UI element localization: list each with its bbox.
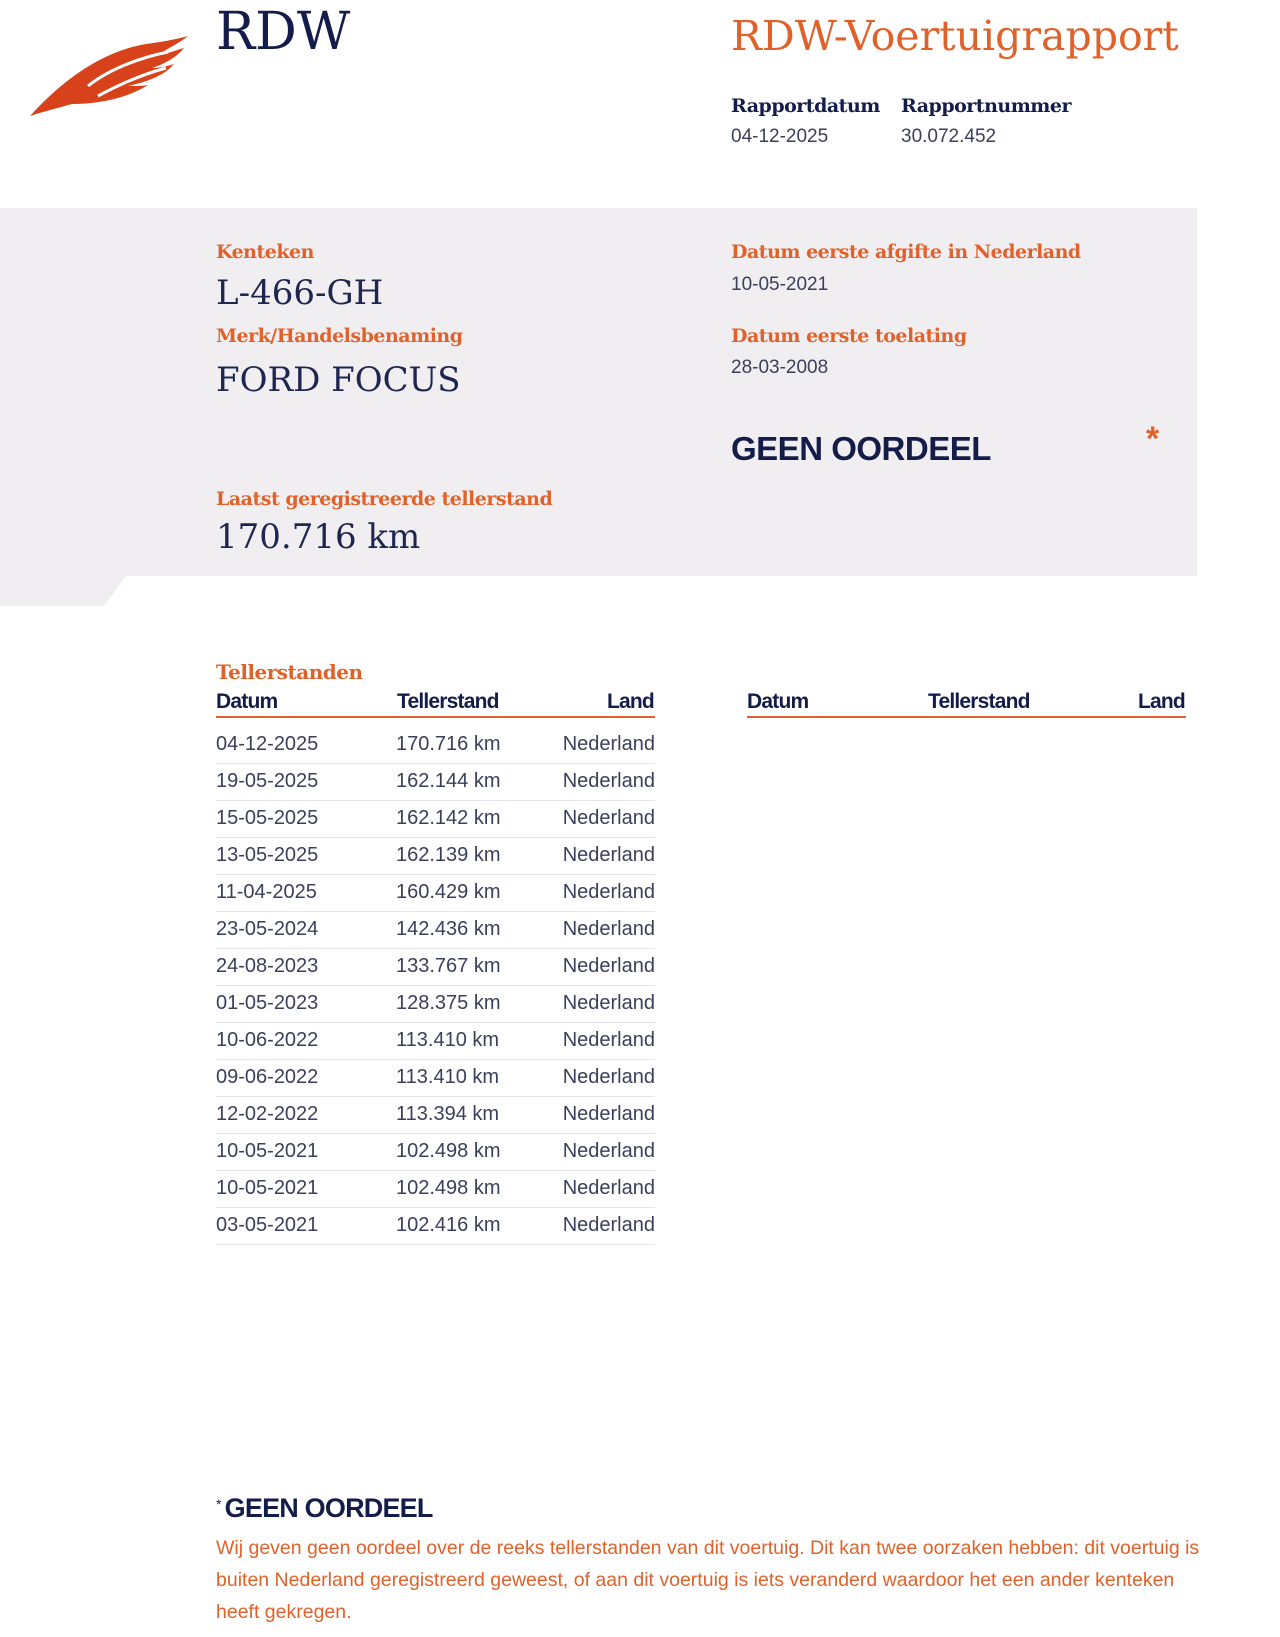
row-km: 142.436 km bbox=[396, 918, 501, 940]
row-land: Nederland bbox=[562, 881, 655, 903]
table-row bbox=[216, 1022, 655, 1060]
odometer-value: 170.716 km bbox=[216, 517, 421, 557]
col-header-date: Datum bbox=[216, 690, 278, 713]
rdw-logo-icon bbox=[28, 30, 193, 120]
vehicle-summary-panel bbox=[0, 208, 1197, 576]
row-date: 10-05-2021 bbox=[216, 1140, 319, 1162]
footnote-title-text: GEEN OORDEEL bbox=[224, 1493, 433, 1523]
row-km: 113.410 km bbox=[396, 1029, 500, 1051]
footnote-text: Wij geven geen oordeel over de reeks tellerstanden van dit voertuig. Dit kan twee oorzaken hebben: dit voertuig is buiten Nederland geregistreerd geweest, of aan dit voertuig is iets veranderd waardoor het een ander kenteken heeft gekregen. bbox=[216, 1537, 1200, 1623]
row-km: 170.716 km bbox=[396, 733, 501, 755]
row-km: 128.375 km bbox=[396, 992, 501, 1014]
row-date: 23-05-2024 bbox=[216, 918, 319, 940]
row-date: 03-05-2021 bbox=[216, 1214, 319, 1236]
report-number-label: Rapportnummer bbox=[901, 95, 1072, 117]
make-value: FORD FOCUS bbox=[216, 360, 461, 400]
row-land: Nederland bbox=[562, 844, 655, 866]
col-header-land-right: Land bbox=[1138, 690, 1185, 713]
row-land: Nederland bbox=[562, 1214, 655, 1236]
row-land: Nederland bbox=[562, 733, 655, 755]
col-header-land: Land bbox=[607, 690, 654, 713]
row-date: 11-04-2025 bbox=[216, 881, 317, 903]
row-date: 10-05-2021 bbox=[216, 1177, 319, 1199]
row-date: 04-12-2025 bbox=[216, 733, 319, 755]
table-row bbox=[216, 985, 655, 1023]
table-row bbox=[216, 726, 655, 764]
panel-tab-decoration bbox=[0, 570, 130, 606]
row-km: 113.394 km bbox=[396, 1103, 500, 1125]
row-km: 133.767 km bbox=[396, 955, 501, 977]
make-label: Merk/Handelsbenaming bbox=[216, 325, 463, 347]
row-date: 12-02-2022 bbox=[216, 1103, 319, 1125]
row-land: Nederland bbox=[562, 807, 655, 829]
table-row bbox=[216, 1096, 655, 1134]
table-row bbox=[216, 1133, 655, 1171]
footnote-title bbox=[216, 1493, 433, 1524]
plate-label: Kenteken bbox=[216, 241, 314, 263]
row-land: Nederland bbox=[562, 1066, 655, 1088]
row-land: Nederland bbox=[562, 1177, 655, 1199]
table-row bbox=[216, 948, 655, 986]
row-date: 13-05-2025 bbox=[216, 844, 319, 866]
table-row bbox=[216, 911, 655, 949]
col-header-km: Tellerstand bbox=[397, 690, 499, 713]
table-row bbox=[216, 763, 655, 801]
table-row bbox=[216, 1207, 655, 1245]
table-row bbox=[216, 874, 655, 912]
report-date-label: Rapportdatum bbox=[731, 95, 880, 117]
col-header-date-right: Datum bbox=[747, 690, 809, 713]
row-date: 10-06-2022 bbox=[216, 1029, 319, 1051]
row-date: 09-06-2022 bbox=[216, 1066, 319, 1088]
first-nl-label: Datum eerste afgifte in Nederland bbox=[731, 241, 1081, 263]
table-row bbox=[216, 837, 655, 875]
table-row bbox=[216, 1059, 655, 1097]
row-land: Nederland bbox=[562, 770, 655, 792]
row-km: 102.498 km bbox=[396, 1177, 501, 1199]
report-title: RDW-Voertuigrapport bbox=[731, 12, 1179, 60]
header-rule-right bbox=[747, 716, 1186, 718]
verdict: GEEN OORDEEL bbox=[731, 430, 991, 467]
row-km: 102.416 km bbox=[396, 1214, 501, 1236]
col-header-km-right: Tellerstand bbox=[928, 690, 1030, 713]
report-date: 04-12-2025 bbox=[731, 126, 829, 147]
first-admission-value: 28-03-2008 bbox=[731, 357, 829, 378]
first-nl-value: 10-05-2021 bbox=[731, 274, 829, 295]
report-number: 30.072.452 bbox=[901, 126, 997, 147]
row-km: 162.139 km bbox=[396, 844, 501, 866]
row-land: Nederland bbox=[562, 955, 655, 977]
first-admission-label: Datum eerste toelating bbox=[731, 325, 967, 347]
verdict-asterisk: * bbox=[1146, 420, 1160, 458]
row-land: Nederland bbox=[562, 1029, 655, 1051]
row-date: 01-05-2023 bbox=[216, 992, 319, 1014]
row-land: Nederland bbox=[562, 1140, 655, 1162]
row-km: 113.410 km bbox=[396, 1066, 500, 1088]
table-row bbox=[216, 800, 655, 838]
footnote-asterisk: * bbox=[216, 1496, 221, 1512]
row-km: 162.142 km bbox=[396, 807, 501, 829]
row-km: 102.498 km bbox=[396, 1140, 501, 1162]
row-land: Nederland bbox=[562, 918, 655, 940]
row-km: 162.144 km bbox=[396, 770, 501, 792]
row-date: 24-08-2023 bbox=[216, 955, 319, 977]
brand-name: RDW bbox=[216, 2, 351, 62]
row-date: 15-05-2025 bbox=[216, 807, 319, 829]
row-land: Nederland bbox=[562, 992, 655, 1014]
row-land: Nederland bbox=[562, 1103, 655, 1125]
table-row bbox=[216, 1170, 655, 1208]
odometer-label: Laatst geregistreerde tellerstand bbox=[216, 488, 553, 510]
table-title: Tellerstanden bbox=[216, 660, 363, 684]
header-rule bbox=[216, 716, 655, 718]
plate-value: L-466-GH bbox=[216, 273, 384, 313]
row-km: 160.429 km bbox=[396, 881, 501, 903]
row-date: 19-05-2025 bbox=[216, 770, 319, 792]
